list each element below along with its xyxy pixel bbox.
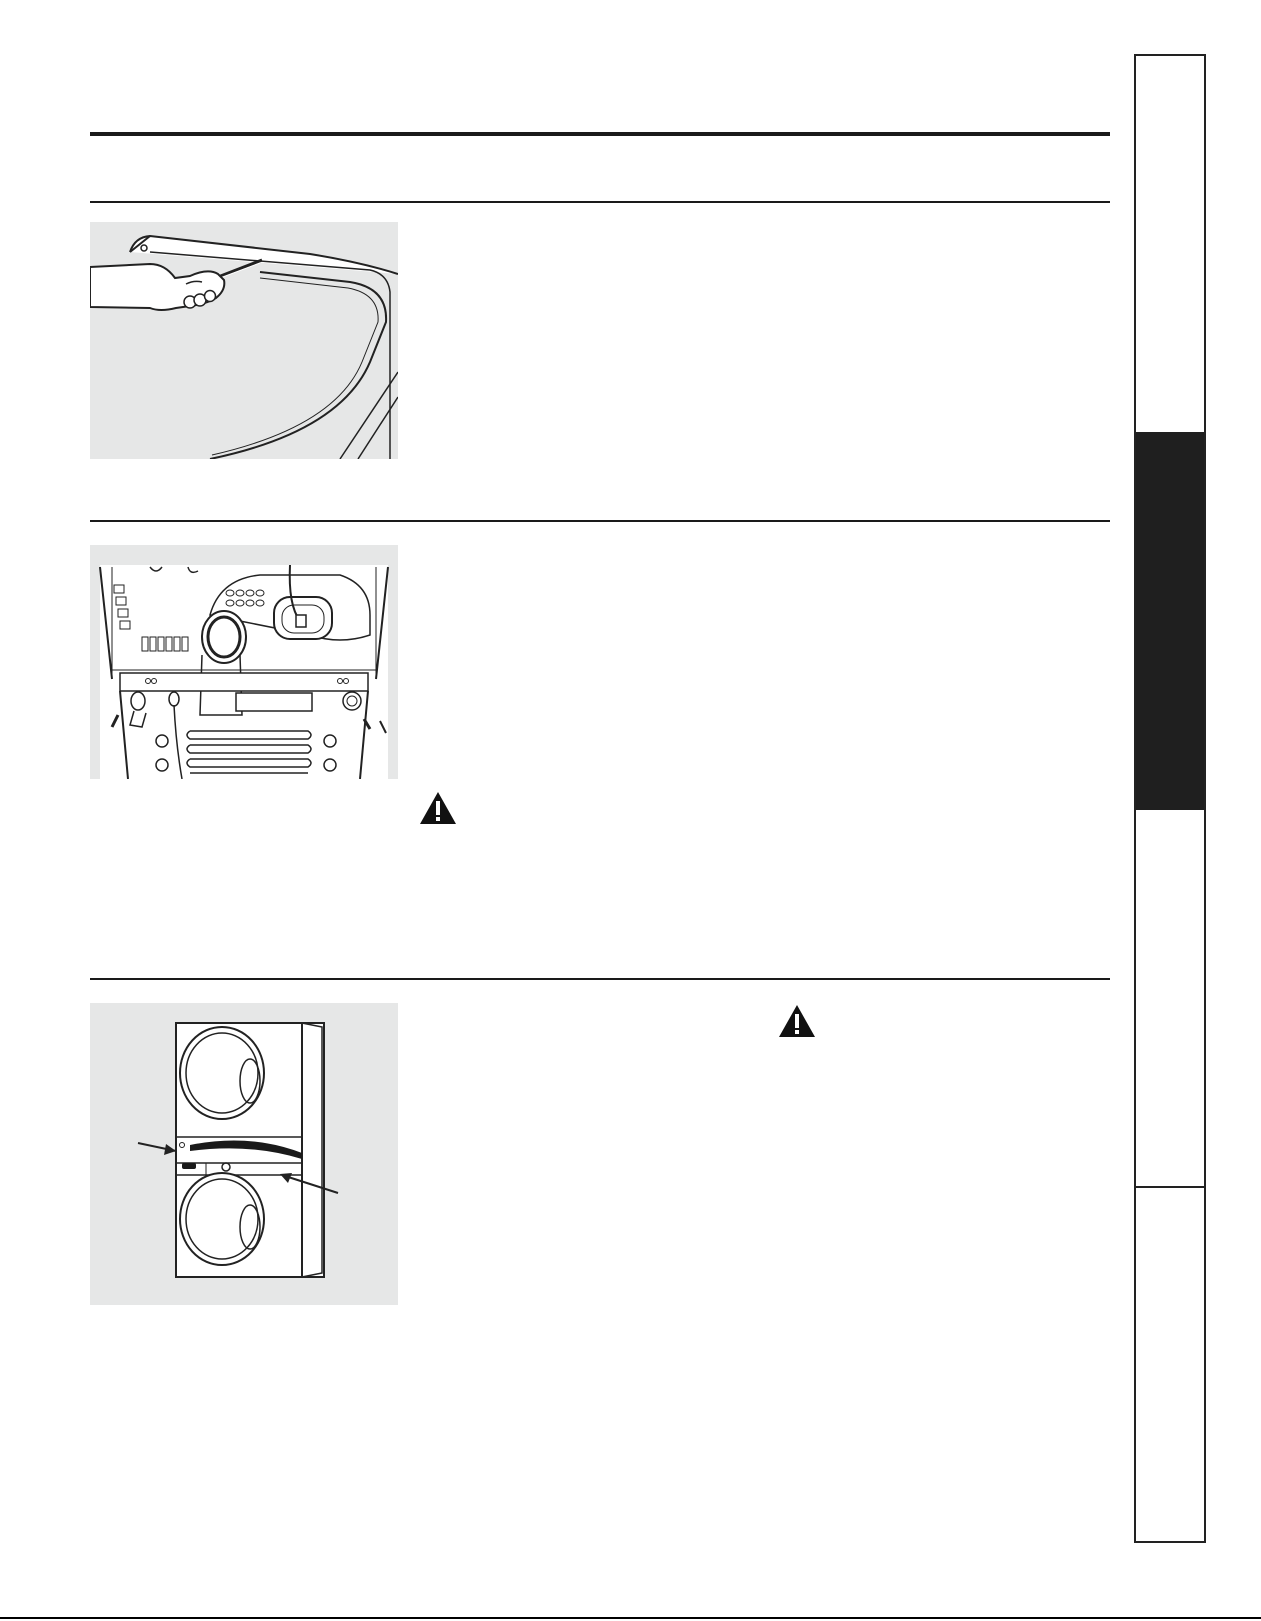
header-rule-thick <box>90 132 1110 136</box>
illustration-top-panel-screwdriver <box>90 222 398 459</box>
section-rule-3 <box>90 978 1110 980</box>
side-tab-4[interactable] <box>1136 1188 1204 1541</box>
warning-triangle-icon <box>419 790 457 826</box>
page-bottom-rule <box>0 1617 1261 1619</box>
illustration-rear-connections <box>90 545 398 779</box>
illustration-stacked-units <box>90 1003 398 1305</box>
top-panel-drawing <box>90 222 398 459</box>
section-rule-2 <box>90 520 1110 522</box>
side-tab-2-active[interactable] <box>1136 432 1204 810</box>
side-section-tabs <box>1134 54 1206 1543</box>
warning-triangle-icon <box>778 1003 816 1039</box>
rear-connections-drawing <box>90 545 398 779</box>
side-tab-1[interactable] <box>1136 56 1204 432</box>
stacked-units-drawing <box>90 1003 398 1305</box>
side-tab-3[interactable] <box>1136 810 1204 1186</box>
section-rule-1 <box>90 201 1110 203</box>
